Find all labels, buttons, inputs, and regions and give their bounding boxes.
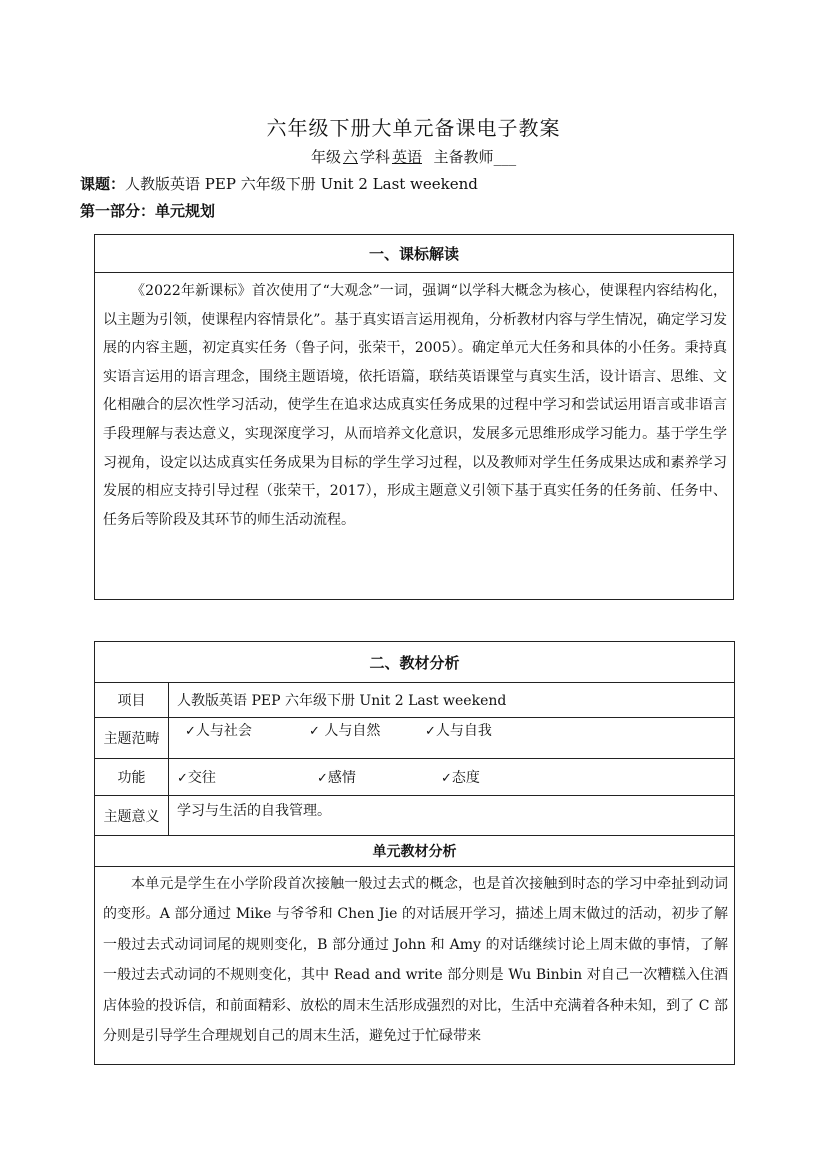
function-option	[317, 767, 441, 787]
teacher-value: ___	[493, 148, 517, 166]
item-label: 项目	[95, 683, 169, 718]
theme-option	[185, 720, 309, 740]
check-icon: ✓	[309, 724, 320, 739]
function-label: 功能	[95, 759, 169, 796]
meta-line	[0, 146, 827, 167]
check-icon: ✓	[177, 771, 188, 786]
part-one-title: 第一部分：单元规划	[80, 202, 216, 220]
subject-label: 学科	[359, 148, 390, 166]
grade-value: 六	[342, 148, 358, 166]
function-option	[177, 767, 317, 787]
theme-option	[309, 720, 425, 740]
theme-option-label: 人与社会	[195, 723, 252, 739]
check-icon: ✓	[425, 724, 436, 739]
course-label: 课题：	[80, 175, 126, 193]
course-line	[80, 173, 478, 194]
function-option-label: 感情	[327, 770, 356, 786]
grade-label: 年级	[310, 148, 341, 166]
curriculum-heading: 一、课标解读	[95, 235, 734, 273]
subject-value: 英语	[391, 148, 422, 166]
check-icon: ✓	[185, 724, 196, 739]
textbook-analysis-table	[94, 641, 735, 1065]
meaning-label: 主题意义	[95, 796, 169, 836]
curriculum-table	[94, 234, 734, 600]
theme-options	[169, 718, 735, 759]
check-icon: ✓	[441, 771, 452, 786]
course-value: 人教版英语 PEP 六年级下册 Unit 2 Last weekend	[125, 175, 478, 193]
theme-option-label: 人与自然	[324, 723, 381, 739]
check-icon: ✓	[317, 771, 328, 786]
curriculum-paragraph: 《2022年新课标》首次使用了“大观念”一词，强调“以学科大概念为核心，使课程内容结构化，以主题为引领，使课程内容情景化”。基于真实语言运用视角，分析教材内容与学生情况，确定学习发展的内容主题，初定真实任务（鲁子问，张荣干，2005）。确定单元大任务和具体的小任务。秉持真实语言运用的语言理念，围绕主题语境，依托语篇，联结英语课堂与真实生活，设计语言、思维、文化相融合的层次性学习活动，使学生在追求达成真实任务成果的过程中学习和尝试运用语言或非语言手段理解与表达意义，实现深度学习，从而培养文化意识，发展多元思维形成学习能力。基于学生学习视角，设定以达成真实任务成果为目标的学生学习过程，以及教师对学生任务成果达成和素养学习发展的相应支持引导过程（张荣干，2017），形成主题意义引领下基于真实任务的任务前、任务中、任务后等阶段及其环节的师生活动流程。	[95, 273, 734, 600]
unit-analysis-heading: 单元教材分析	[95, 836, 735, 867]
item-value: 人教版英语 PEP 六年级下册 Unit 2 Last weekend	[169, 683, 735, 718]
unit-analysis-paragraph: 本单元是学生在小学阶段首次接触一般过去式的概念，也是首次接触到时态的学习中牵扯到动词的变形。A 部分通过 Mike 与爷爷和 Chen Jie 的对话展开学习，描述上周末做过的活动，初步了解一般过去式动词词尾的规则变化，B 部分通过 John 和 Amy 的对话继续讨论上周末做的事情，了解一般过去式动词的不规则变化，其中 Read and write 部分则是 Wu Binbin 对自己一次糟糕入住酒店体验的投诉信，和前面精彩、放松的周末生活形成强烈的对比，生活中充满着各种未知，到了 C 部分则是引导学生合理规划自己的周末生活，避免过于忙碌带来	[95, 867, 735, 1065]
function-options	[169, 759, 735, 796]
function-option-label: 交往	[187, 770, 216, 786]
theme-label: 主题范畴	[95, 718, 169, 759]
theme-option-label: 人与自我	[435, 723, 492, 739]
textbook-heading: 二、教材分析	[95, 642, 735, 683]
theme-option	[425, 720, 492, 740]
function-option	[441, 767, 480, 787]
meaning-value: 学习与生活的自我管理。	[169, 796, 735, 836]
document-title: 六年级下册大单元备课电子教案	[266, 116, 561, 140]
function-option-label: 态度	[451, 770, 480, 786]
teacher-label: 主备教师	[433, 148, 494, 166]
